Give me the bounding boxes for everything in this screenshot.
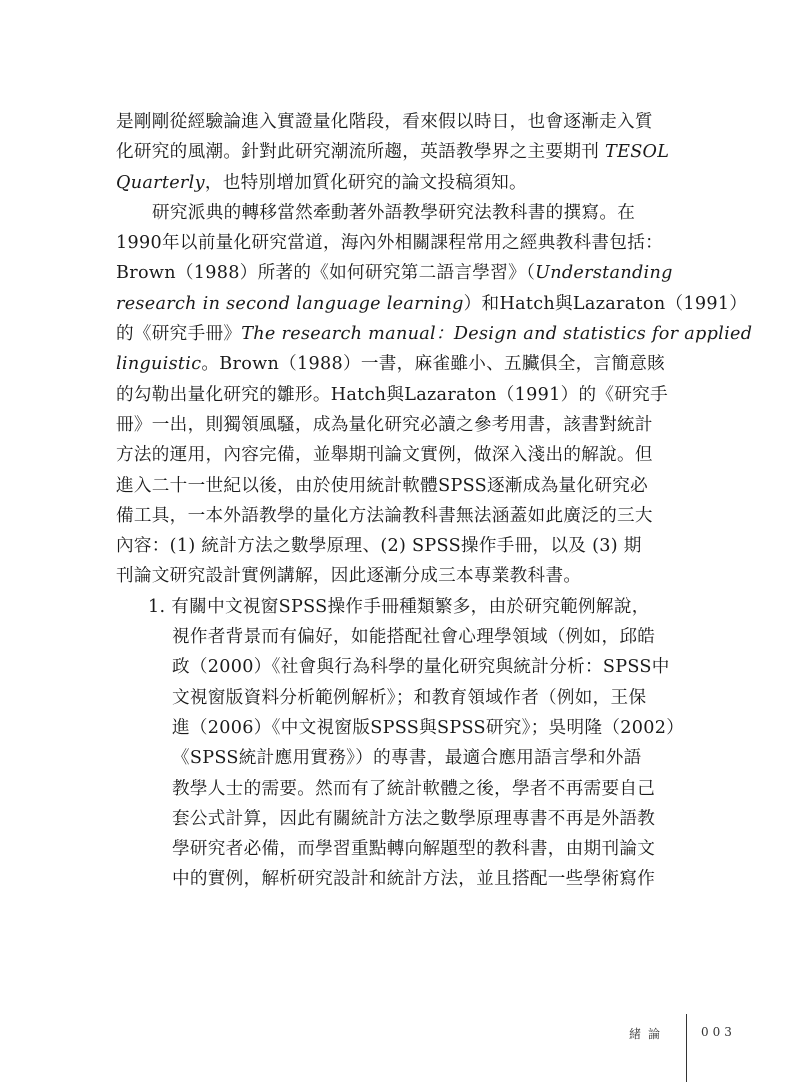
text-line: 政（2000）《社會與行為科學的量化研究與統計分析：SPSS中 [172,657,670,678]
text-line: 冊》一出，則獨領風騷，成為量化研究必讀之參考用書，該書對統計 [116,414,653,435]
text-line: 中的實例，解析研究設計和統計方法，並且搭配一些學術寫作 [172,869,656,890]
book-title: Understanding [535,263,673,284]
text-line: 化研究的風潮。針對此研究潮流所趨，英語教學界之主要期刊 TESOL [116,142,670,163]
text-line: 內容：(1) 統計方法之數學原理、(2) SPSS操作手冊，以及 (3) 期 [116,536,642,557]
page-body [116,107,753,895]
journal-title: Quarterly [116,172,205,193]
text-line: 是剛剛從經驗論進入實證量化階段，看來假以時日，也會逐漸走入質 [116,112,653,132]
journal-title: TESOL [605,142,670,163]
text-line: 《SPSS統計應用實務》）的專書，最適合應用語言學和外語 [172,748,642,769]
text-line: 進（2006）《中文視窗版SPSS與SPSS研究》；吳明隆（2002） [172,717,685,738]
list-item: 1. 有關中文視窗SPSS操作手冊種類繁多，由於研究範例解說， [148,596,650,617]
text-line: 視作者背景而有偏好，如能搭配社會心理學領域（例如，邱皓 [172,627,656,648]
text-line: 研究派典的轉移當然牽動著外語教學研究法教科書的撰寫。在 [152,202,636,223]
book-title: linguistic [116,354,202,375]
text-line: 刊論文研究設計實例講解，因此逐漸分成三本專業教科書。 [116,566,582,587]
text-line: 備工具，一本外語教學的量化方法論教科書無法涵蓋如此廣泛的三大 [116,505,653,526]
text-line: linguistic。Brown（1988）一書，麻雀雖小、五臟俱全，言簡意賅 [116,354,666,375]
text-line: 學研究者必備，而學習重點轉向解題型的教科書，由期刊論文 [172,839,656,860]
footer-divider [686,1014,687,1082]
text-line: 的《研究手冊》The research manual：Design and statistics for applied [116,324,753,345]
text-line: 套公式計算，因此有關統計方法之數學原理專書不再是外語教 [172,808,656,829]
chapter-label: 緒論 [629,1027,668,1041]
text-line: 的勾勒出量化研究的雛形。Hatch與Lazaraton（1991）的《研究手 [116,384,668,405]
text-line: Brown（1988）所著的《如何研究第二語言學習》（Understanding [116,263,673,284]
text-line: Quarterly，也特別增加質化研究的論文投稿須知。 [116,172,527,193]
page-number: 003 [701,1025,736,1039]
book-title: research in second language learning [116,293,464,314]
text-line: research in second language learning）和Hatch與Lazaraton（1991） [116,293,748,314]
text-line: 文視窗版資料分析範例解析》；和教育領域作者（例如，王保 [172,687,647,708]
text-line: 1990年以前量化研究當道，海內外相關課程常用之經典教科書包括： [116,233,664,254]
book-title: The research manual：Design and statistics for applied [241,324,753,345]
text-line: 教學人士的需要。然而有了統計軟體之後，學者不再需要自己 [172,778,656,799]
text-line: 進入二十一世紀以後，由於使用統計軟體SPSS逐漸成為量化研究必 [116,475,649,496]
text-line: 方法的運用，內容完備，並舉期刊論文實例，做深入淺出的解說。但 [116,445,653,466]
